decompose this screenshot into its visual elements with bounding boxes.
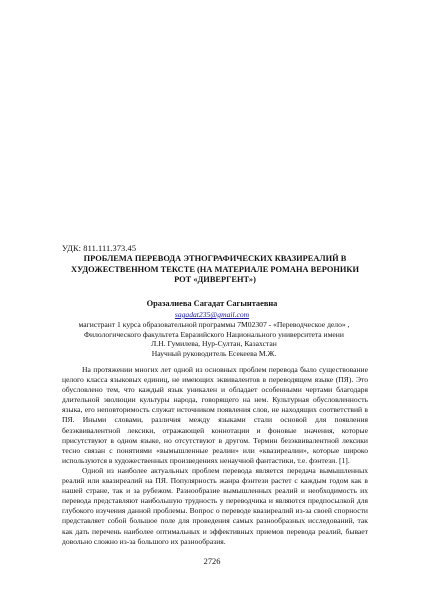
udk-code: УДК: 811.111.373.45 bbox=[62, 244, 137, 253]
author-email-link[interactable]: sagadat235@gmail.com bbox=[174, 310, 250, 319]
affiliation-line: Л.Н. Гумилева, Нур-Султан, Казахстан bbox=[151, 339, 277, 349]
paragraph: Одной из наиболее актуальных проблем перевода является передача вымышленных реалий или квазиреалий на ПЯ. Популярность жанра фэнтези растет с каждым годом как в нашей стране, так и за рубежом. Разнообразие вымышленных реалий и необходимость их перевода представляют наибольшую трудность у переводчика и являются предпосылкой для глубокого изучения данной проблемы. Вопрос о переводе квазиреалий из-за своей спорности представляет собой большое поле для проведения самых разнообразных исследований, так как дать перечень наиболее оптимальных и эффективных приемов перевода реалий, бывает довольно сложно из-за большого их разнообразия. bbox=[62, 465, 368, 546]
page-number: 2726 bbox=[203, 557, 221, 566]
author-name: Оразалиева Сагадат Сагынтаевна bbox=[146, 299, 278, 308]
paper-title: ПРОБЛЕМА ПЕРЕВОДА ЭТНОГРАФИЧЕСКИХ КВАЗИРЕАЛИЙ В ХУДОЖЕСТВЕННОМ ТЕКСТЕ (НА МАТЕРИАЛЕ РОМАНА ВЕРОНИКИ РОТ «ДИВЕРГЕНТ») bbox=[71, 254, 359, 285]
body-text bbox=[62, 365, 368, 547]
affiliation-line: магистрант 1 курса образовательной программы 7M02307 - «Переводческое дело» , bbox=[78, 320, 350, 329]
supervisor-line: Научный руководитель Есекеева М.Ж. bbox=[151, 348, 277, 358]
paragraph: На протяжении многих лет одной из основных проблем перевода было существование целого класса языковых единиц, не имеющих эквивалентов в переводящем языке (ПЯ). Это обусловлено тем, что каждый язык уникален и обладает особенными чертами благодаря длительной эволюции культуры народа, говорящего на нем. Культурная обусловленность языка, его неповторимость служат источником появления слов, не находящих соответствий в ПЯ. Иными словами, различия между языками стали основой для появления безэквивалентной лексики, отражающей коннотации и фоновые значения, которые присутствуют в одном языке, но отсутствуют в другом. Термин безэквивалентной лексики тесно связан с понятиями «вымышленные реалии» или «квазиреалии», которые широко используются в художественных произведениях ненаучной фантастики, т.е. фэнтези. [1]. bbox=[62, 365, 368, 465]
affiliation-line: Филологического факультета Евразийского Национального университета имени bbox=[84, 329, 344, 339]
author-affiliation bbox=[50, 320, 378, 358]
